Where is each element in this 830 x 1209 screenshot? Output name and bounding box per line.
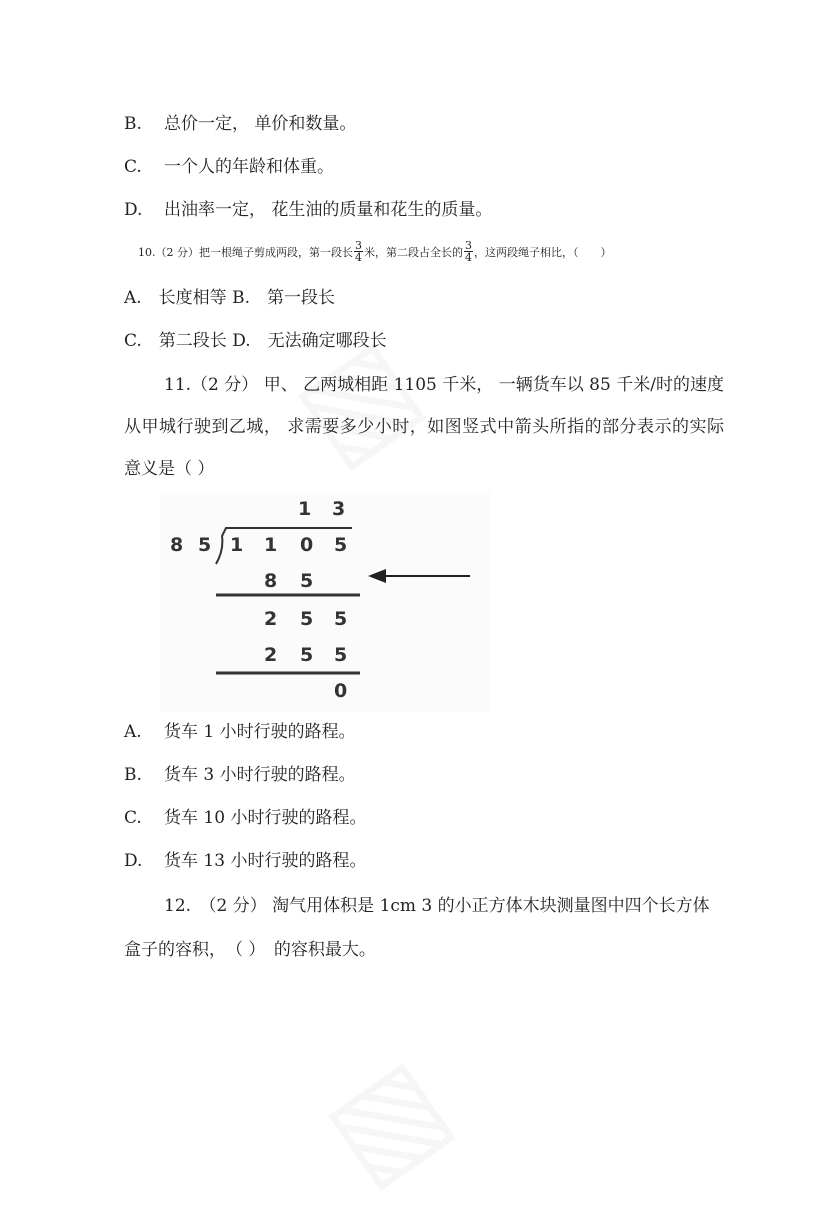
remainder-digit: 0 bbox=[334, 680, 348, 702]
product-digit: 5 bbox=[300, 644, 314, 666]
division-bracket bbox=[216, 528, 352, 564]
q11-option-b: B. 货车 3 小时行驶的路程。 bbox=[124, 765, 356, 785]
product-digit: 2 bbox=[264, 644, 278, 666]
partial-digit: 5 bbox=[300, 608, 314, 630]
division-lines bbox=[160, 492, 490, 712]
q11-option-c: C. 货车 10 小时行驶的路程。 bbox=[124, 808, 367, 828]
dividend-digit: 5 bbox=[334, 534, 348, 556]
fraction: $\frac{3}{4}$ bbox=[355, 239, 362, 264]
product-digit: 8 bbox=[264, 570, 278, 592]
fraction: $\frac{3}{4}$ bbox=[465, 239, 472, 264]
dividend-digit: 0 bbox=[300, 534, 314, 556]
q12-stem: 12. （2 分） 淘气用体积是 1cm 3 的小正方体木块测量图中四个长方体盒子的容积， （ ） 的容积最大。 bbox=[124, 896, 710, 960]
arrow-head-icon bbox=[368, 569, 386, 583]
dividend-digit: 1 bbox=[230, 534, 244, 556]
q10-options-line2: C. 第二段长 D. 无法确定哪段长 bbox=[124, 331, 387, 351]
partial-digit: 2 bbox=[264, 608, 278, 630]
product-digit: 5 bbox=[300, 570, 314, 592]
q9-option-b: B. 总价一定， 单价和数量。 bbox=[124, 114, 357, 134]
partial-digit: 5 bbox=[334, 608, 348, 630]
q9-option-d: D. 出油率一定， 花生油的质量和花生的质量。 bbox=[124, 200, 493, 220]
q10-options-line1: A. 长度相等 B. 第一段长 bbox=[124, 288, 335, 308]
long-division-figure bbox=[160, 492, 490, 712]
quotient-digit: 1 bbox=[298, 498, 312, 520]
divisor-digit: 8 bbox=[170, 534, 184, 556]
q11-option-a: A. 货车 1 小时行驶的路程。 bbox=[124, 722, 356, 742]
divisor-digit: 5 bbox=[198, 534, 212, 556]
q10-stem: 10.（2 分）把一根绳子剪成两段，第一段长 $\frac{3}{4}$ 米，第二段占全长的 $\frac{3}{4}$ ，这两段绳子相比，（ ） bbox=[138, 239, 612, 264]
watermark bbox=[300, 1030, 473, 1209]
dividend-digit: 1 bbox=[264, 534, 278, 556]
product-digit: 5 bbox=[334, 644, 348, 666]
quotient-digit: 3 bbox=[332, 498, 346, 520]
q11-stem: 11.（2 分） 甲、 乙两城相距 1105 千米， 一辆货车以 85 千米/时的速度从甲城行驶到乙城， 求需要多少小时，如图竖式中箭头所指的部分表示的实际意义是（ ） bbox=[124, 375, 724, 479]
q9-option-c: C. 一个人的年龄和体重。 bbox=[124, 157, 334, 177]
q11-option-d: D. 货车 13 小时行驶的路程。 bbox=[124, 851, 367, 871]
